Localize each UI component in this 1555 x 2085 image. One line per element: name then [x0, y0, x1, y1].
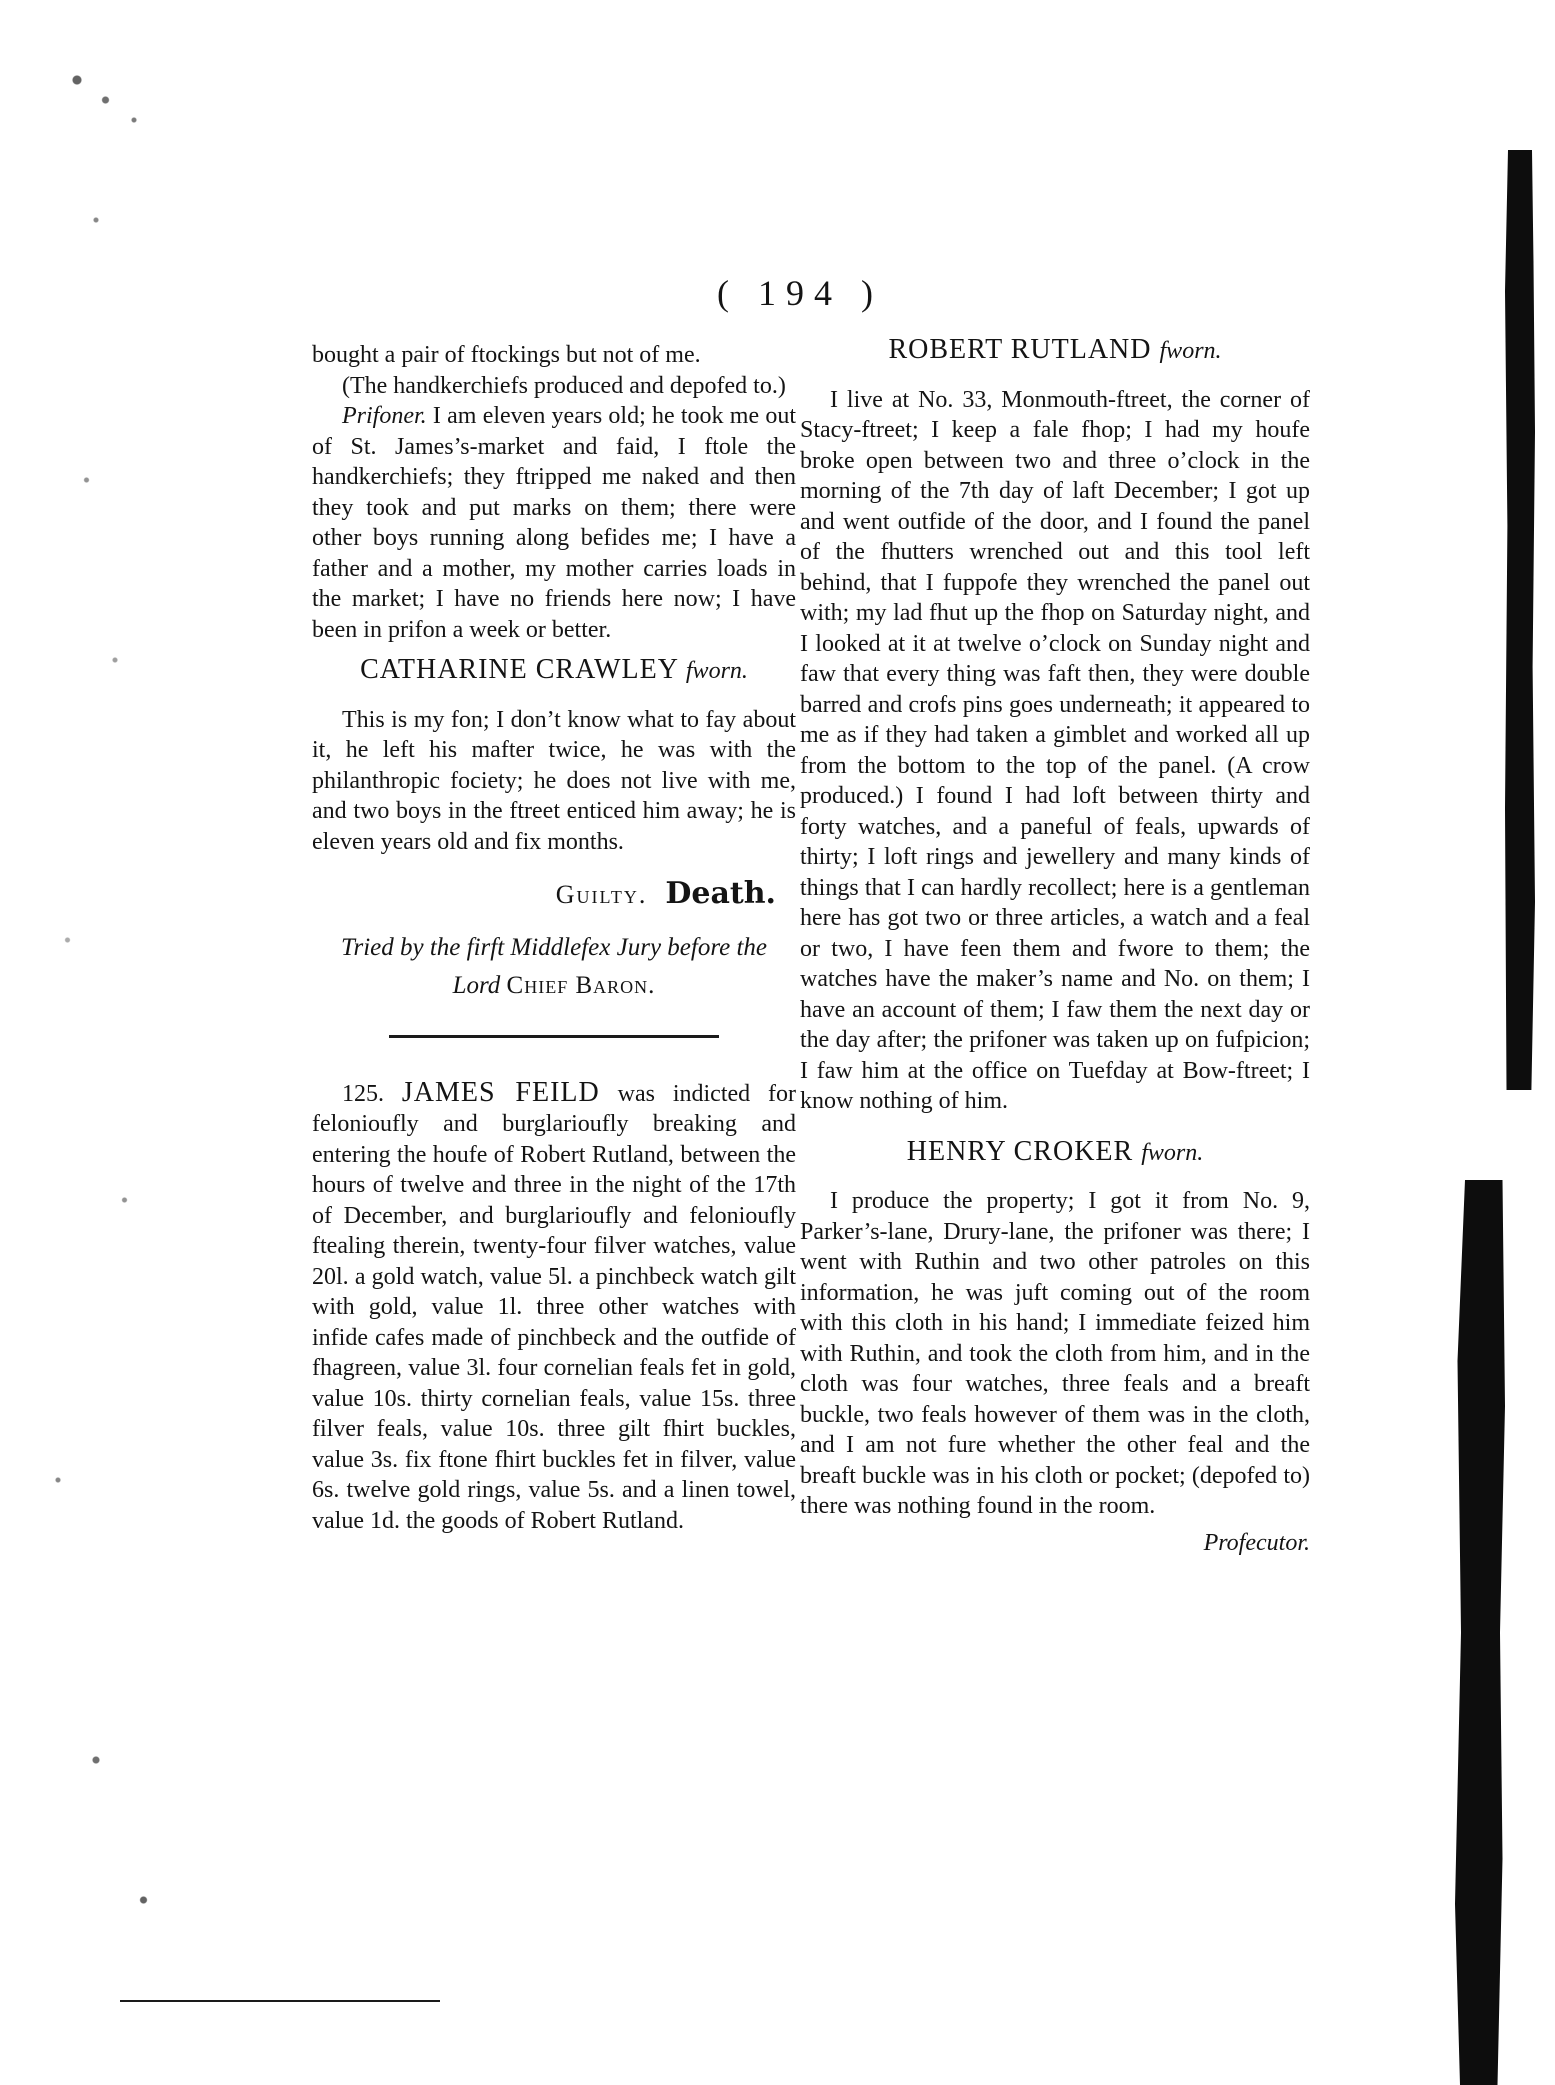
tried-line-1: Tried by the firft Middlefex Jury before the: [340, 933, 768, 961]
witness-statement-croker: I produce the property; I got it from No. 9, Parker’s-lane, Drury-lane, the prifoner was there; I went with Ruthin and two other patroles on this information, he was juft coming out of the room with this cloth in his hand; I immediate feized him with Ruthin, and took the cloth from him, and in the cloth was four watches, three feals and a breaft buckle, two feals however of them was in the cloth, and I am not fure whether the other feal and the breaft buckle was in his cloth or pocket; (depofed to) there was nothing found in the room.: [800, 1188, 1310, 1519]
verdict-guilty: Guilty.: [555, 880, 648, 909]
case-number: 125.: [342, 1080, 384, 1107]
verdict: [312, 876, 776, 911]
tried-line-2: [312, 967, 796, 1005]
witness-heading-rutland: [800, 335, 1310, 367]
prisoner-statement-paragraph: [312, 401, 796, 645]
case-defendant: JAMES FEILD: [401, 1076, 600, 1108]
left-column: [312, 340, 796, 1536]
scan-bottom-rule: [120, 2000, 440, 2002]
verdict-sentence: Death.: [665, 876, 776, 911]
prisoner-label: Prifoner.: [342, 403, 427, 429]
case-text: was indicted for felonioufly and burglarioufly breaking and entering the houfe of Robert Rutland, between the hours of twelve and three in the night of the 17th of December, and burglarioufly and felonioufly ftealing therein, twenty-four filver watches, value 20l. a gold watch, value 5l. a pinchbeck watch gilt with gold, value 1l. three other watches with infide cafes made of pinchbeck and the outfide of fhagreen, value 3l. four cornelian feals fet in gold, value 10s. thirty cornelian feals, value 15s. three filver feals, value 10s. three gilt fhirt buckles, value 3s. fix ftone fhirt buckles fet in filver, value 6s. twelve gold rings, value 5s. and a linen towel, value 1d. the goods of Robert Rutland.: [312, 1080, 797, 1534]
witness-statement-rutland: I live at No. 33, Monmouth-ftreet, the corner of Stacy-ftreet; I keep a fale fhop; I had my houfe broke open between two and three o’clock in the morning of the 7th day of laft December; I got up and went outfide of the door, and I found the panel of the fhutters wrenched out and this tool left behind, that I fuppofe they wrenched the panel out with; my lad fhut up the fhop on Saturday night, and I looked at it at twelve o’clock on Sunday night and faw that every thing was faft then, they were double barred and crofs pins goes underneath; it appeared to me as if they had taken a gimblet and worked all up from the bottom to the top of the panel. (A crow produced.) I found I had loft between thirty and forty watches, and a paneful of feals, upwards of thirty; I loft rings and jewellery and many kinds of things that I can hardly recollect; here is a gentleman here has got two or three articles, a watch and a feal or two, I have feen them and fwore to them; the watches have the maker’s name and No. on them; I have an account of them; I faw them the next day or the day after; the prifoner was taken up on fufpicion; I faw him at the office on Tuefday at Bow-ftreet; I know nothing of him.: [800, 386, 1310, 1114]
section-divider: [389, 1035, 719, 1038]
produced-note: (The handkerchiefs produced and depofed to.): [342, 372, 786, 399]
witness2-sworn: fworn.: [1141, 1139, 1204, 1166]
page-number: ( 194 ): [717, 273, 883, 313]
tried-before: [312, 929, 796, 1005]
witness-name: CATHARINE CRAWLEY: [360, 654, 678, 685]
witness1-sworn: fworn.: [1159, 338, 1222, 364]
prisoner-statement: I am eleven years old; he took me out of St. James’s-market and faid, I ftole the handkerchiefs; they ftripped me naked and then they took and put marks on them; there were other boys running along befides me; I have a father and a mother, my mother carries loads in the market; I have no friends here now; I have been in prifon a week or better.: [312, 403, 796, 643]
witness2-name: HENRY CROKER: [906, 1135, 1134, 1167]
scan-edge-shadow-upper: [1505, 150, 1535, 1090]
signoff-prosecutor: Profecutor.: [1203, 1529, 1310, 1556]
witness-statement-crawley: This is my fon; I don’t know what to fay about it, he left his mafter twice, he was with the philanthropic fociety; he does not live with me, and two boys in the ftreet enticed him away; he is eleven years old and fix months.: [312, 706, 796, 855]
scan-speckle-left-margin: [20, 40, 210, 2040]
scan-edge-shadow-lower: [1455, 1180, 1505, 2085]
continuation-text: bought a pair of ftockings but not of me.: [312, 342, 701, 368]
tried-lord: Lord: [452, 971, 501, 999]
witness-heading-croker: [800, 1137, 1310, 1169]
witness-heading-crawley: [312, 655, 796, 687]
witness1-name: ROBERT RUTLAND: [888, 334, 1152, 365]
right-column: [800, 335, 1310, 1558]
indictment-paragraph: [312, 1078, 796, 1537]
tried-chief-baron: Chief Baron.: [506, 971, 656, 999]
witness-sworn: fworn.: [685, 658, 748, 684]
